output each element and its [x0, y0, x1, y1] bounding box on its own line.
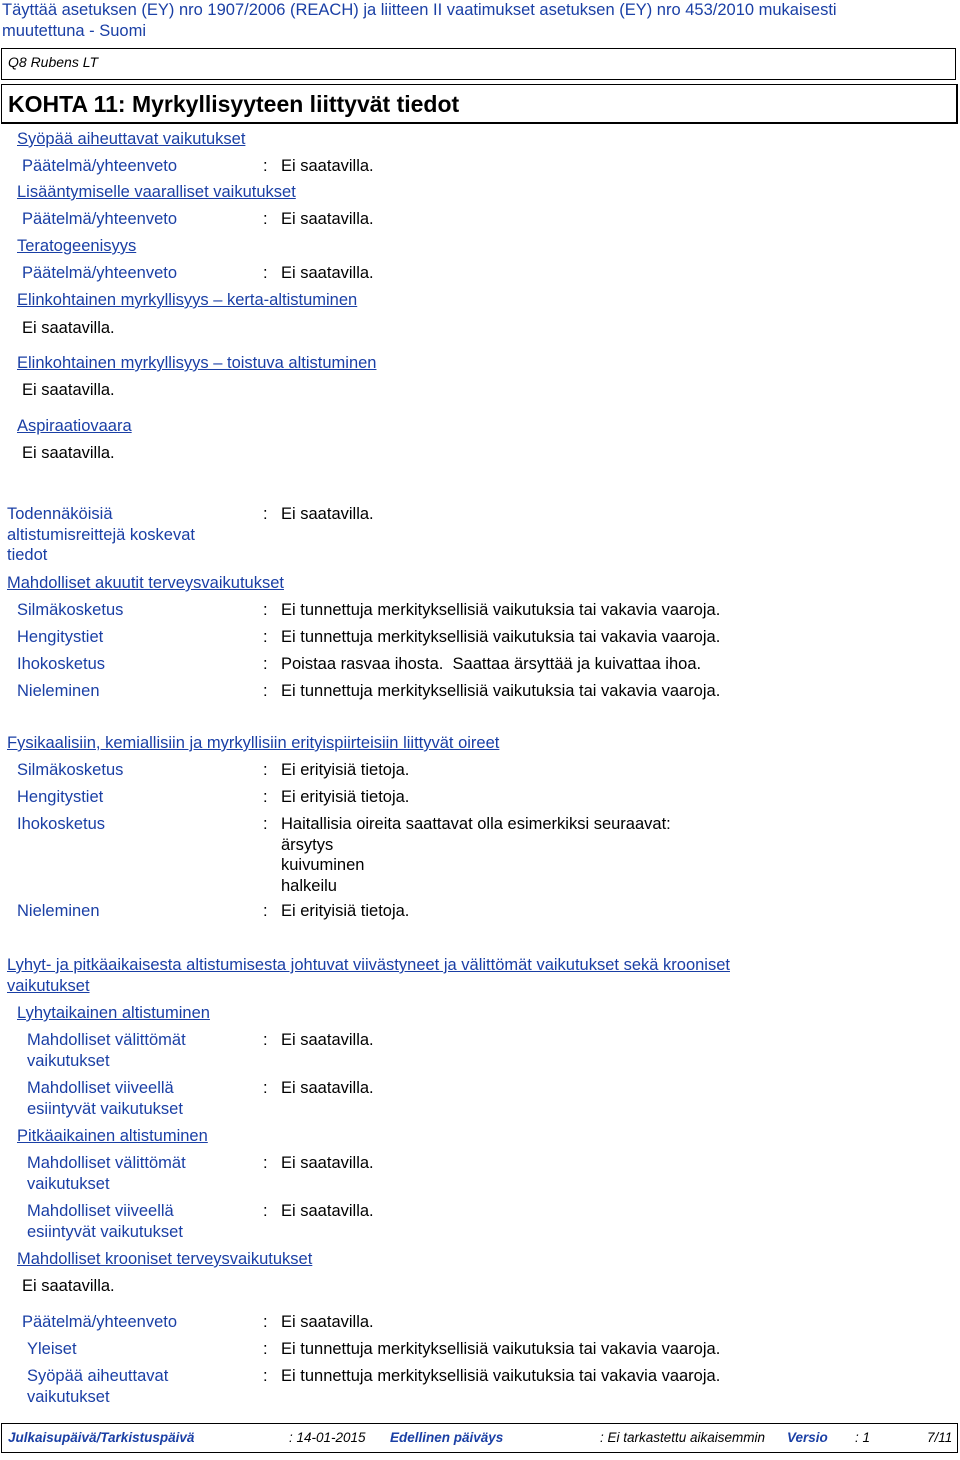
value-short-delayed: Ei saatavilla. [281, 1079, 374, 1097]
label-conclusion-reproductive: Päätelmä/yhteenveto [22, 210, 178, 228]
colon: : [263, 1154, 268, 1172]
heading-aspiration: Aspiraatiovaara [17, 417, 132, 435]
footer-previous-label: Edellinen päiväys [390, 1430, 504, 1445]
value-acute-ingestion: Ei tunnettuja merkityksellisiä vaikutuksia tai vakavia vaaroja. [281, 682, 721, 700]
label-line-1: Mahdolliset viiveellä [27, 1079, 174, 1097]
heading-short-term: Lyhytaikainen altistuminen [17, 1004, 210, 1022]
colon: : [263, 601, 268, 619]
heading-delayed-effects [7, 955, 730, 996]
value-conclusion-carcinogenicity: Ei saatavilla. [281, 157, 374, 175]
colon: : [263, 1367, 268, 1385]
routes-line-2: altistumisreittejä koskevat [7, 525, 195, 544]
heading-stot-repeated: Elinkohtainen myrkyllisyys – toistuva altistuminen [17, 354, 377, 372]
label-short-immediate [27, 1030, 186, 1071]
colon: : [263, 788, 268, 806]
label-line-2: vaikutukset [27, 1174, 110, 1193]
label-carcinogenic [27, 1366, 168, 1407]
label-general: Yleiset [27, 1340, 77, 1358]
label-short-delayed [27, 1078, 183, 1119]
value-stot-single: Ei saatavilla. [22, 319, 115, 337]
label-line-2: vaikutukset [27, 1387, 110, 1406]
colon: : [263, 655, 268, 673]
colon: : [263, 505, 268, 523]
label-symptoms-eye: Silmäkosketus [17, 761, 124, 779]
delayed-heading-line-2: vaikutukset [7, 976, 90, 995]
colon: : [263, 264, 268, 282]
value-chronic-effects: Ei saatavilla. [22, 1277, 115, 1295]
label-symptoms-skin: Ihokosketus [17, 815, 106, 833]
heading-reproductive: Lisääntymiselle vaaralliset vaikutukset [17, 183, 296, 201]
colon: : [263, 1079, 268, 1097]
colon: : [263, 1340, 268, 1358]
label-line-2: esiintyvät vaikutukset [27, 1222, 183, 1241]
label-long-immediate [27, 1153, 186, 1194]
document-header [2, 0, 837, 42]
colon: : [263, 210, 268, 228]
value-acute-inhalation: Ei tunnettuja merkityksellisiä vaikutuksia tai vakavia vaaroja. [281, 628, 721, 646]
label-acute-eye: Silmäkosketus [17, 601, 124, 619]
colon: : [263, 902, 268, 920]
value-acute-skin: Poistaa rasvaa ihosta. Saattaa ärsyttää ja kuivattaa ihoa. [281, 655, 702, 673]
label-conclusion-teratogenicity: Päätelmä/yhteenveto [22, 264, 178, 282]
footer-page-number: 7/11 [927, 1430, 953, 1445]
regulation-line-2: muutettuna - Suomi [2, 22, 146, 40]
footer-version-label: Versio [787, 1430, 828, 1445]
value-long-immediate: Ei saatavilla. [281, 1154, 374, 1172]
heading-acute-effects: Mahdolliset akuutit terveysvaikutukset [7, 574, 284, 592]
symptoms-skin-line-2: ärsytys [281, 835, 334, 854]
delayed-heading-line-1: Lyhyt- ja pitkäaikaisesta altistumisesta johtuvat viivästyneet ja välittömät vaikutukset sekä krooniset [7, 956, 730, 974]
label-conclusion-carcinogenicity: Päätelmä/yhteenveto [22, 157, 178, 175]
value-long-delayed: Ei saatavilla. [281, 1202, 374, 1220]
section-title: KOHTA 11: Myrkyllisyyteen liittyvät tiedot [8, 91, 460, 117]
page-footer [1, 1423, 958, 1453]
value-carcinogenic: Ei tunnettuja merkityksellisiä vaikutuksia tai vakavia vaaroja. [281, 1367, 721, 1385]
footer-previous-value: : Ei tarkastettu aikaisemmin [600, 1430, 766, 1445]
label-acute-skin: Ihokosketus [17, 655, 106, 673]
value-symptoms-eye: Ei erityisiä tietoja. [281, 761, 410, 779]
footer-date-label: Julkaisupäivä/Tarkistuspäivä [8, 1430, 195, 1445]
product-name-box [1, 48, 956, 80]
label-symptoms-ingestion: Nieleminen [17, 902, 100, 920]
routes-line-3: tiedot [7, 546, 48, 564]
colon: : [263, 1202, 268, 1220]
label-acute-ingestion: Nieleminen [17, 682, 100, 700]
colon: : [263, 761, 268, 779]
value-general: Ei tunnettuja merkityksellisiä vaikutuksia tai vakavia vaaroja. [281, 1340, 721, 1358]
heading-symptoms: Fysikaalisiin, kemiallisiin ja myrkyllisiin erityispiirteisiin liittyvät oireet [7, 734, 500, 752]
colon: : [263, 157, 268, 175]
value-short-immediate: Ei saatavilla. [281, 1031, 374, 1049]
colon: : [263, 1313, 268, 1331]
value-acute-eye: Ei tunnettuja merkityksellisiä vaikutuksia tai vakavia vaaroja. [281, 601, 721, 619]
label-symptoms-inhalation: Hengitystiet [17, 788, 104, 806]
label-line-1: Mahdolliset välittömät [27, 1031, 186, 1049]
symptoms-skin-line-3: kuivuminen [281, 856, 365, 874]
heading-carcinogenicity: Syöpää aiheuttavat vaikutukset [17, 130, 246, 148]
heading-teratogenicity: Teratogeenisyys [17, 237, 137, 255]
product-name: Q8 Rubens LT [8, 54, 99, 70]
footer-date-value: : 14-01-2015 [289, 1430, 366, 1445]
heading-stot-single: Elinkohtainen myrkyllisyys – kerta-altistuminen [17, 291, 358, 309]
symptoms-skin-line-4: halkeilu [281, 876, 337, 895]
symptoms-skin-line-1: Haitallisia oireita saattavat olla esimerkiksi seuraavat: [281, 815, 671, 833]
value-symptoms-ingestion: Ei erityisiä tietoja. [281, 902, 410, 920]
section-title-box [1, 84, 958, 124]
colon: : [263, 628, 268, 646]
value-symptoms-skin [281, 814, 671, 896]
label-conclusion-chronic: Päätelmä/yhteenveto [22, 1313, 178, 1331]
value-symptoms-inhalation: Ei erityisiä tietoja. [281, 788, 410, 806]
value-stot-repeated: Ei saatavilla. [22, 381, 115, 399]
heading-long-term: Pitkäaikainen altistuminen [17, 1127, 208, 1145]
routes-line-1: Todennäköisiä [7, 505, 113, 523]
heading-chronic-effects: Mahdolliset krooniset terveysvaikutukset [17, 1250, 313, 1268]
colon: : [263, 682, 268, 700]
label-line-1: Mahdolliset välittömät [27, 1154, 186, 1172]
colon: : [263, 1031, 268, 1049]
regulation-line-1: Täyttää asetuksen (EY) nro 1907/2006 (REACH) ja liitteen II vaatimukset asetuksen (EY) nro 453/2010 mukaisesti [2, 1, 837, 19]
value-routes-of-exposure: Ei saatavilla. [281, 505, 374, 523]
footer-version-value: : 1 [855, 1430, 871, 1445]
value-aspiration: Ei saatavilla. [22, 444, 115, 462]
heading-routes-of-exposure [7, 504, 195, 566]
label-line-1: Mahdolliset viiveellä [27, 1202, 174, 1220]
value-conclusion-teratogenicity: Ei saatavilla. [281, 264, 374, 282]
value-conclusion-chronic: Ei saatavilla. [281, 1313, 374, 1331]
label-line-2: vaikutukset [27, 1051, 110, 1070]
label-line-1: Syöpää aiheuttavat [27, 1367, 169, 1385]
label-line-2: esiintyvät vaikutukset [27, 1099, 183, 1118]
value-conclusion-reproductive: Ei saatavilla. [281, 210, 374, 228]
label-acute-inhalation: Hengitystiet [17, 628, 104, 646]
colon: : [263, 815, 268, 833]
label-long-delayed [27, 1201, 183, 1242]
